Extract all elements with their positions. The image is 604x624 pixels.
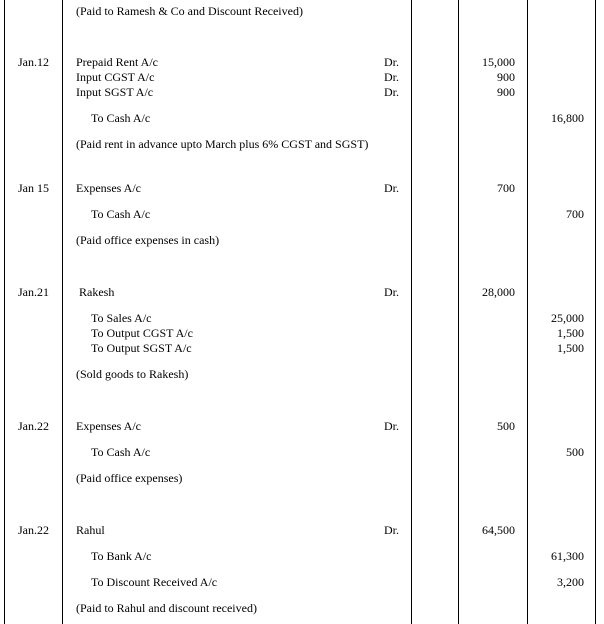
account-name: Input SGST A/c [76,85,154,99]
account-name: To Output CGST A/c [91,326,193,340]
account-name: To Sales A/c [91,311,152,325]
credit-amount: 1,500 [557,341,584,355]
credit-amount: 16,800 [551,111,584,125]
dr-marker: Dr. [384,419,399,433]
credit-amount: 25,000 [551,311,584,325]
debit-amount: 900 [497,85,515,99]
journal-narration: (Paid office expenses) [76,471,183,485]
debit-amount: 700 [497,181,515,195]
journal-narration: (Paid to Rahul and discount received) [76,601,257,615]
column-rule-left [4,0,5,624]
journal-narration: (Paid office expenses in cash) [76,233,220,247]
journal-date: Jan.22 [18,523,49,537]
account-name: Expenses A/c [76,419,141,433]
account-name: Rahul [76,523,105,537]
credit-amount: 500 [566,445,584,459]
column-rule-date [62,0,63,624]
account-name: Expenses A/c [76,181,141,195]
journal-narration: (Paid rent in advance upto March plus 6% CGST and SGST) [76,137,369,151]
credit-amount: 61,300 [551,549,584,563]
journal-date: Jan.12 [18,55,49,69]
account-name: To Cash A/c [91,111,151,125]
account-name: Prepaid Rent A/c [76,55,158,69]
account-name: To Cash A/c [91,207,151,221]
account-name: To Output SGST A/c [91,341,192,355]
debit-amount: 900 [497,70,515,84]
journal-date: Jan.22 [18,419,49,433]
column-rule-credit [595,0,596,624]
journal-narration: (Sold goods to Rakesh) [76,367,189,381]
dr-marker: Dr. [384,70,399,84]
credit-amount: 3,200 [557,575,584,589]
debit-amount: 64,500 [482,523,515,537]
account-name: To Discount Received A/c [91,575,218,589]
debit-amount: 28,000 [482,285,515,299]
debit-amount: 15,000 [482,55,515,69]
credit-amount: 700 [566,207,584,221]
account-name: To Cash A/c [91,445,151,459]
dr-marker: Dr. [384,55,399,69]
dr-marker: Dr. [384,285,399,299]
journal-narration: (Paid to Ramesh & Co and Discount Received) [76,4,303,18]
account-name: To Bank A/c [91,549,152,563]
dr-marker: Dr. [384,181,399,195]
debit-amount: 500 [497,419,515,433]
dr-marker: Dr. [384,85,399,99]
dr-marker: Dr. [384,523,399,537]
journal-date: Jan.21 [18,285,49,299]
credit-amount: 1,500 [557,326,584,340]
journal-date: Jan 15 [18,181,49,195]
account-name: Rakesh [79,285,115,299]
account-name: Input CGST A/c [76,70,155,84]
column-rule-particulars [411,0,412,624]
